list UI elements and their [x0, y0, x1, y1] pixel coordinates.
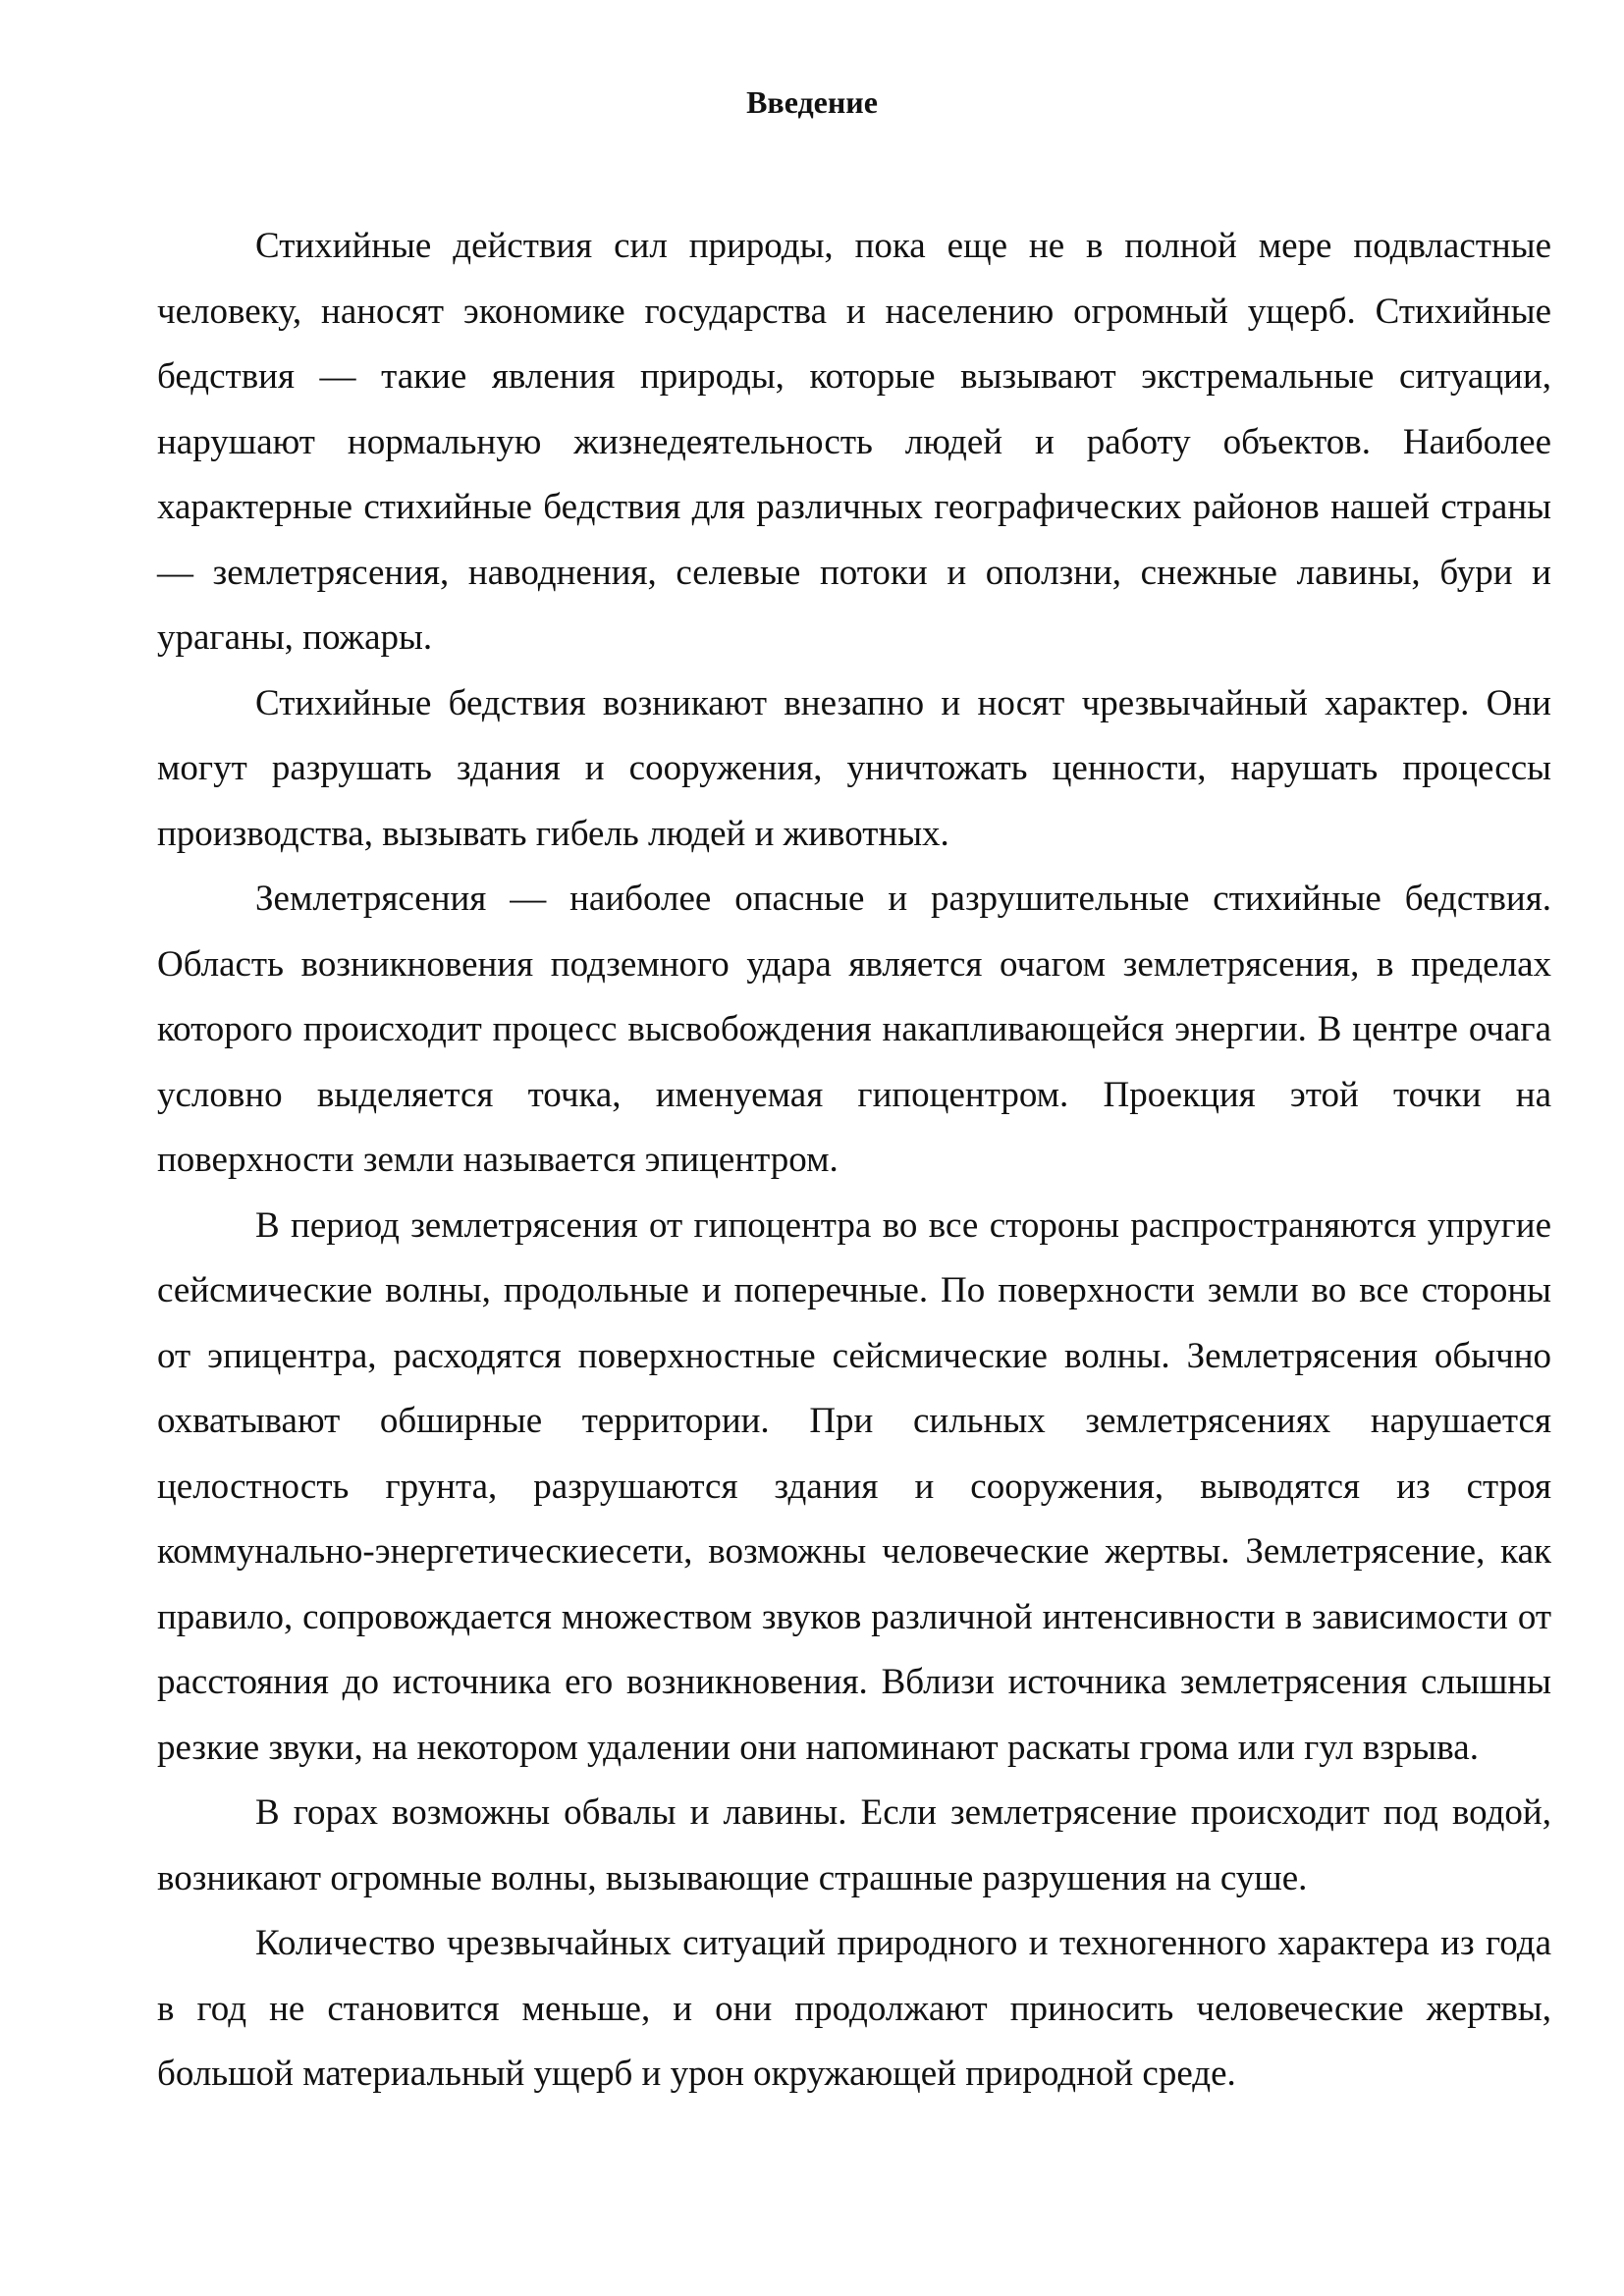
paragraph: В горах возможны обвалы и лавины. Если землетрясение происходит под водой, возникают огромные волны, вызывающие страшные разрушения на суше.	[157, 1792, 1551, 1898]
paragraph: Землетрясения — наиболее опасные и разрушительные стихийные бедствия. Область возникновения подземного удара является очагом землетрясения, в пределах которого происходит процесс высвобождения накапливающейся энергии. В центре очага условно выделяется точка, именуемая гипоцентром. Проекция этой точки на поверхности земли называется эпицентром.	[157, 879, 1551, 1180]
page-title: Введение	[746, 84, 878, 120]
paragraph: Количество чрезвычайных ситуаций природного и техногенного характера из года в год не становится меньше, и они продолжают приносить человеческие жертвы, большой материальный ущерб и урон окружающей природной среде.	[157, 1923, 1551, 2094]
paragraph: В период землетрясения от гипоцентра во все стороны распространяются упругие сейсмические волны, продольные и поперечные. По поверхности земли во все стороны от эпицентра, расходятся поверхностные сейсмические волны. Землетрясения обычно охватывают обширные территории. При сильных землетрясениях нарушается целостность грунта, разрушаются здания и сооружения, выводятся из строя коммунально-энергетическиесети, возможны человеческие жертвы. Землетрясение, как правило, сопровождается множеством звуков различной интенсивности в зависимости от расстояния до источника его возникновения. Вблизи источника землетрясения слышны резкие звуки, на некотором удалении они напоминают раскаты грома или гул взрыва.	[157, 1204, 1551, 1768]
document-body	[157, 214, 1551, 2108]
paragraph: Стихийные бедствия возникают внезапно и носят чрезвычайный характер. Они могут разрушать здания и сооружения, уничтожать ценности, нарушать процессы производства, вызывать гибель людей и животных.	[157, 682, 1551, 854]
paragraph: Стихийные действия сил природы, пока еще не в полной мере подвластные человеку, наносят экономике государства и населению огромный ущерб. Стихийные бедствия — такие явления природы, которые вызывают экстремальные ситуации, нарушают нормальную жизнедеятельность людей и работу объектов. Наиболее характерные стихийные бедствия для различных географических районов нашей страны — землетрясения, наводнения, селевые потоки и оползни, снежные лавины, бури и ураганы, пожары.	[157, 226, 1551, 658]
